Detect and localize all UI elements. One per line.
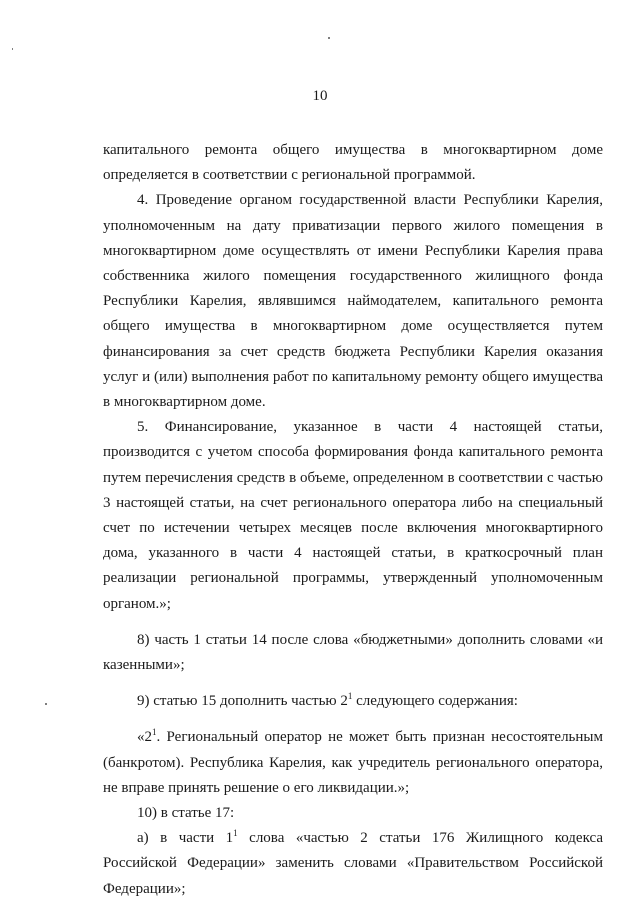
paragraph-quote-2-1 (103, 725, 603, 801)
paragraph-item-4: 4. Проведение органом государственной власти Республики Карелия, уполномоченным на дату приватизации первого жилого помещения в многоквартирном доме осуществлять от имени Республики Карелия права собственника жилого помещения государственного жилищного фонда Республики Карелия, являвшимся наймодателем, капитального ремонта общего имущества в многоквартирном доме осуществляется путем финансирования за счет средств бюджета Республики Карелия оказания услуг и (или) выполнения работ по капитальному ремонту общего имущества в многоквартирном доме. (103, 192, 603, 411)
item-9-superscript: 1 (347, 691, 353, 702)
quote-text-start: «2 (137, 729, 152, 746)
paragraph-item-9 (103, 689, 603, 714)
item-9-text-end: следующего содержания: (352, 693, 518, 710)
quote-superscript: 1 (152, 727, 157, 738)
quote-text-end: . Региональный оператор не может быть признан несостоятельным (банкротом). Республика Карелия, как учредитель регионального оператора, не вправе принять решение о его ликвидации.»; (103, 729, 603, 796)
paragraph-item-5: 5. Финансирование, указанное в части 4 настоящей статьи, производится с учетом способа формирования фонда капитального ремонта путем перечисления средств в объеме, определенном в соответствии с частью 3 настоящей статьи, на счет регионального оператора либо на специальный счет по истечении четырех месяцев после включения многоквартирного дома, указанного в части 4 настоящей статьи, в краткосрочный план реализации региональной программы, утвержденный уполномоченным органом.»; (103, 419, 603, 612)
scan-speck (12, 48, 13, 50)
paragraph-item-10a (103, 826, 603, 902)
page-number: 10 (312, 88, 328, 104)
paragraph-item-8: 8) часть 1 статьи 14 после слова «бюджетными» дополнить словами «и казенными»; (103, 631, 603, 674)
scan-speck (328, 37, 330, 39)
paragraph-item-10: 10) в статье 17: (137, 805, 235, 822)
item-10a-superscript: 1 (233, 828, 238, 839)
scan-speck (45, 703, 47, 705)
paragraph-continuation: капитального ремонта общего имущества в многоквартирном доме определяется в соответствии с региональной программой. (103, 142, 603, 184)
document-body (103, 138, 603, 902)
item-9-text-start: 9) статью 15 дополнить частью 2 (137, 693, 348, 710)
item-10a-text-start: а) в части 1 (137, 830, 234, 847)
item-10a-text-end: слова «частью 2 статьи 176 Жилищного кодекса Российской Федерации» заменить словами «Правительством Российской Федерации»; (103, 830, 603, 897)
